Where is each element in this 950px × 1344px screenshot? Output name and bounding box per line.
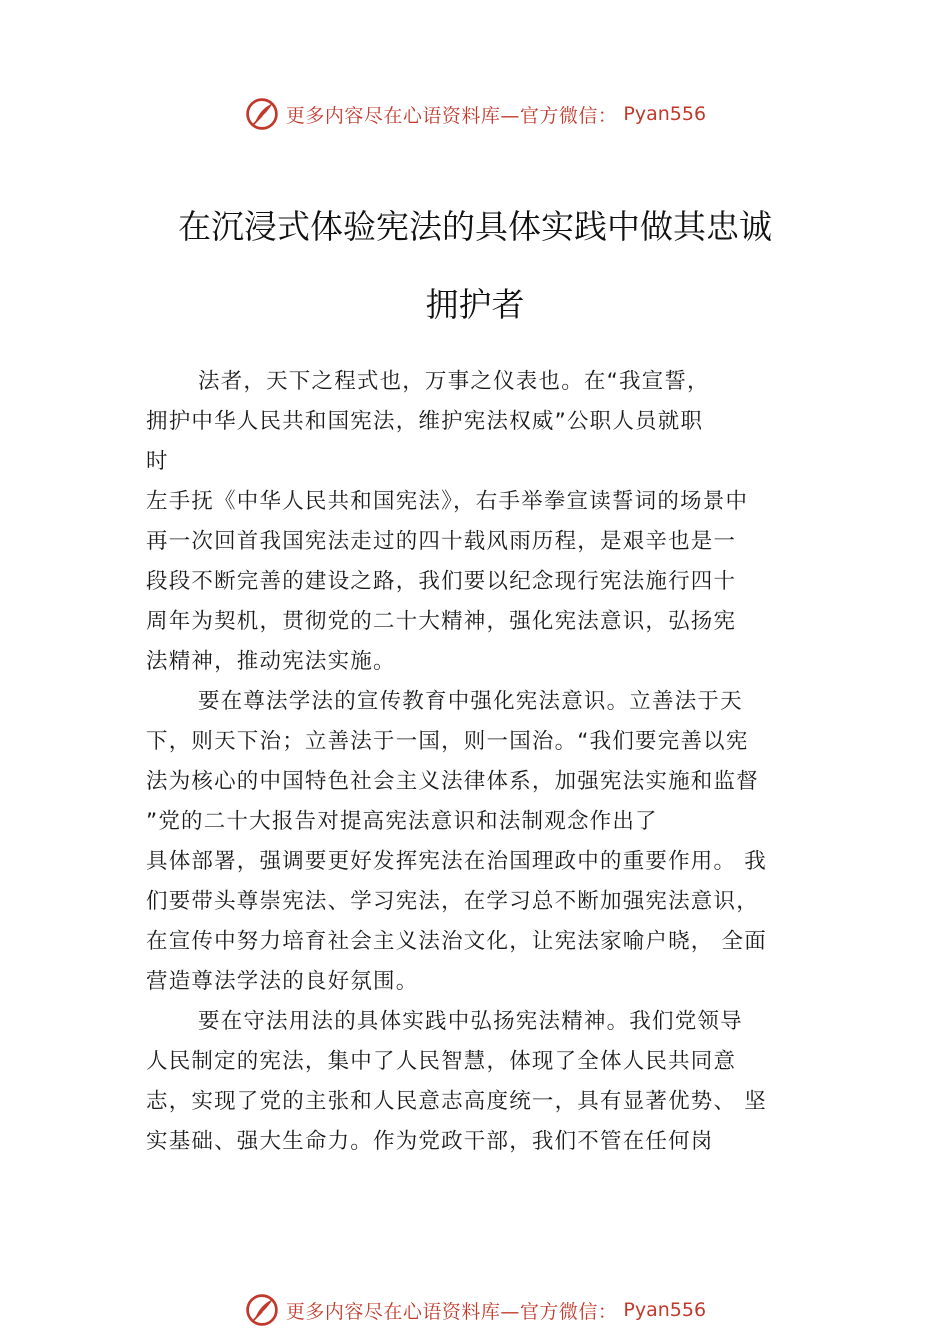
document-body — [146, 362, 826, 1162]
body-line: 拥护中华人民共和国宪法，维护宪法权威”公职人员就职 — [146, 409, 704, 434]
body-line: 人民制定的宪法，集中了人民智慧，体现了全体人民共同意 — [146, 1049, 737, 1074]
body-line: 实基础、强大生命力。作为党政干部，我们不管在任何岗 — [146, 1129, 714, 1154]
title-line-1: 在沉浸式体验宪法的具体实践中做其忠诚 — [178, 207, 772, 246]
document-title — [0, 188, 950, 344]
title-line-2: 拥护者 — [425, 285, 525, 324]
body-line: 段段不断完善的建设之路，我们要以纪念现行宪法施行四十 — [146, 569, 737, 594]
body-line: 要在守法用法的具体实践中弘扬宪法精神。我们党领导 — [198, 1009, 743, 1034]
body-line: 志，实现了党的主张和人民意志高度统一，具有显著优势、 坚 — [146, 1089, 767, 1114]
header-banner-text: 更多内容尽在心语资料库—官方微信： — [285, 104, 618, 127]
feather-logo-icon — [244, 96, 280, 132]
body-line: 具体部署，强调要更好发挥宪法在治国理政中的重要作用。 我 — [146, 849, 767, 874]
header-banner-id: Pyan556 — [623, 103, 707, 125]
body-line: 再一次回首我国宪法走过的四十载风雨历程，是艰辛也是一 — [146, 529, 737, 554]
header-watermark-banner — [0, 94, 950, 134]
body-line: 下，则天下治；立善法于一国，则一国治。“我们要完善以宪 — [146, 729, 749, 754]
body-line: 们要带头尊崇宪法、学习宪法，在学习总不断加强宪法意识， — [146, 889, 759, 914]
body-line: 左手抚《中华人民共和国宪法》，右手举拳宣读誓词的场景中 — [146, 489, 749, 514]
body-line: 法为核心的中国特色社会主义法律体系，加强宪法实施和监督 — [146, 769, 759, 794]
body-line: 在宣传中努力培育社会主义法治文化，让宪法家喻户晓， 全面 — [146, 929, 767, 954]
body-line: 要在尊法学法的宣传教育中强化宪法意识。立善法于天 — [198, 689, 743, 714]
body-line: 时 — [146, 449, 169, 474]
body-line: 营造尊法学法的良好氛围。 — [146, 969, 419, 994]
body-line: ”党的二十大报告对提高宪法意识和法制观念作出了 — [146, 809, 658, 834]
footer-banner-text: 更多内容尽在心语资料库—官方微信： — [285, 1300, 618, 1323]
footer-watermark-banner — [0, 1290, 950, 1330]
body-line: 法者，天下之程式也，万事之仪表也。在“我宣誓， — [198, 369, 710, 394]
body-line: 法精神，推动宪法实施。 — [146, 649, 396, 674]
body-line: 周年为契机，贯彻党的二十大精神，强化宪法意识，弘扬宪 — [146, 609, 737, 634]
feather-logo-icon — [244, 1292, 280, 1328]
footer-banner-id: Pyan556 — [623, 1299, 707, 1321]
